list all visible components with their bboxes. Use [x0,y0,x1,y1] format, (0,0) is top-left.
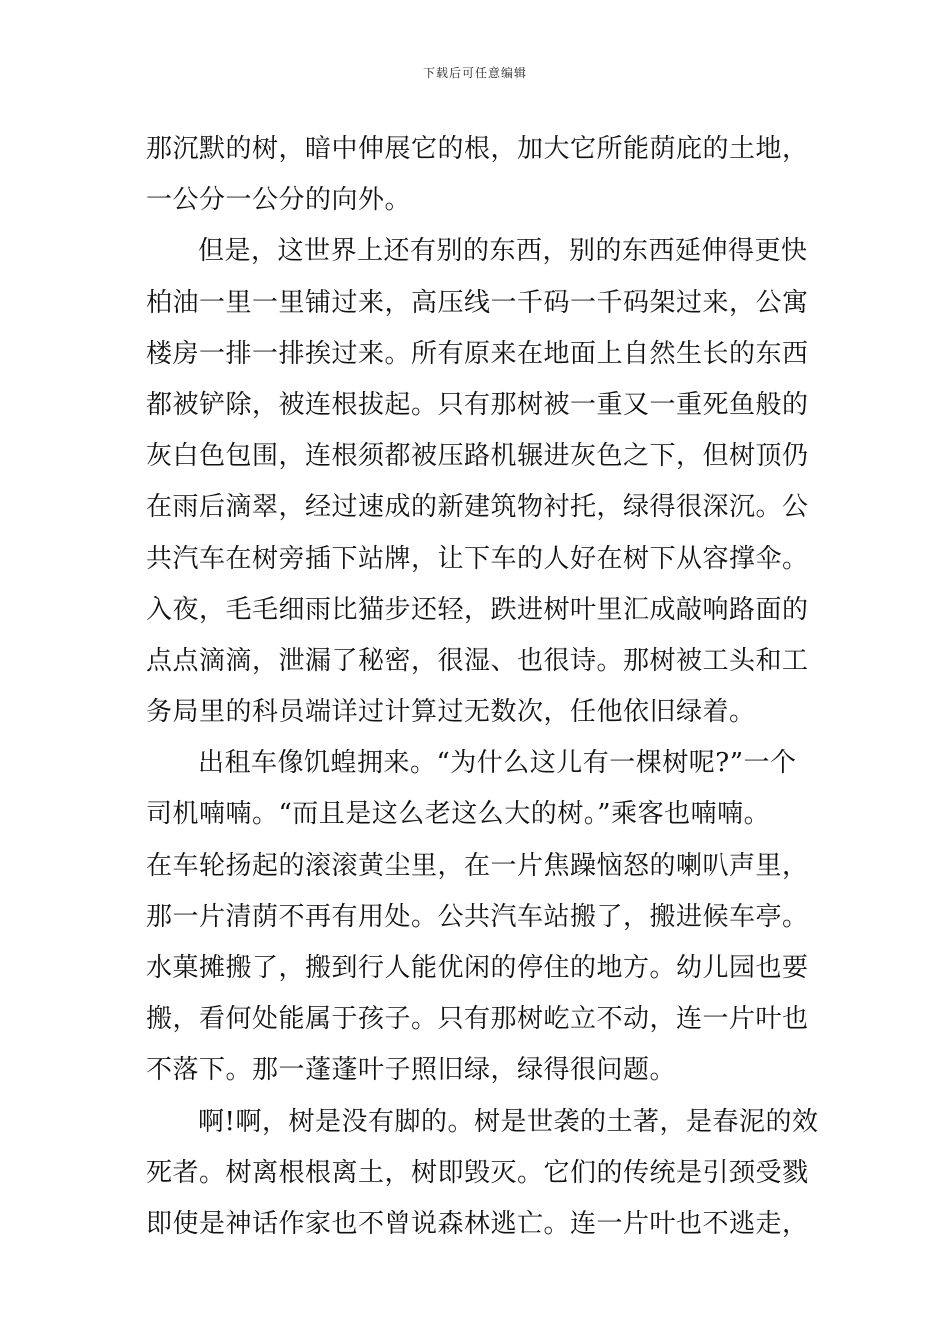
text-line: 司机喃喃。“而且是这么老这么大的树。”乘客也喃喃。 [146,799,771,830]
text-line: 死者。树离根根离土，树即毁灭。它们的传统是引颈受戮 [146,1157,809,1188]
text-line: 搬，看何处能属于孩子。只有那树屹立不动，连一片叶也 [146,1004,809,1035]
text-line: 柏油一里一里铺过来，高压线一千码一千码架过来，公寓 [146,287,809,318]
page-header: 下载后可任意编辑 [422,66,527,80]
text-line: 即使是神话作家也不曾说森林逃亡。连一片叶也不逃走， [146,1208,809,1239]
text-line: 在车轮扬起的滚滚黄尘里，在一片焦躁恼怒的喇叭声里， [146,850,809,881]
text-line: 灰白色包围，连根须都被压路机辗进灰色之下，但树顶仍 [146,441,809,472]
text-line: 不落下。那一蓬蓬叶子照旧绿，绿得很问题。 [146,1055,677,1086]
text-line: 点点滴滴，泄漏了秘密，很湿、也很诗。那树被工头和工 [146,645,809,676]
text-line: 一公分一公分的向外。 [146,185,412,216]
text-line: 在雨后滴翠，经过速成的新建筑物衬托，绿得很深沉。公 [146,492,809,523]
text-line: 入夜，毛毛细雨比猫步还轻，跌进树叶里汇成敲响路面的 [146,594,809,625]
paragraph-first-line: 啊!啊，树是没有脚的。树是世袭的土著，是春泥的效 [198,1106,819,1137]
text-line: 都被铲除，被连根拔起。只有那树被一重又一重死鱼般的 [146,389,809,420]
text-line: 那沉默的树，暗中伸展它的根，加大它所能荫庇的土地， [146,134,809,164]
text-line: 楼房一排一排挨过来。所有原来在地面上自然生长的东西 [146,338,809,369]
text-line: 共汽车在树旁插下站牌，让下车的人好在树下从容撑伞。 [146,543,809,574]
paragraph-first-line: 出租车像饥蝗拥来。“为什么这儿有一棵树呢?”一个 [198,748,797,779]
text-line: 水菓摊搬了，搬到行人能优闲的停住的地方。幼儿园也要 [146,953,809,983]
text-line: 务局里的科员端详过计算过无数次，任他依旧绿着。 [146,697,756,728]
paragraph-first-line: 但是，这世界上还有别的东西，别的东西延伸得更快 [198,236,808,267]
text-line: 那一片清荫不再有用处。公共汽车站搬了，搬进候车亭。 [146,901,809,932]
document-body [146,124,819,1250]
